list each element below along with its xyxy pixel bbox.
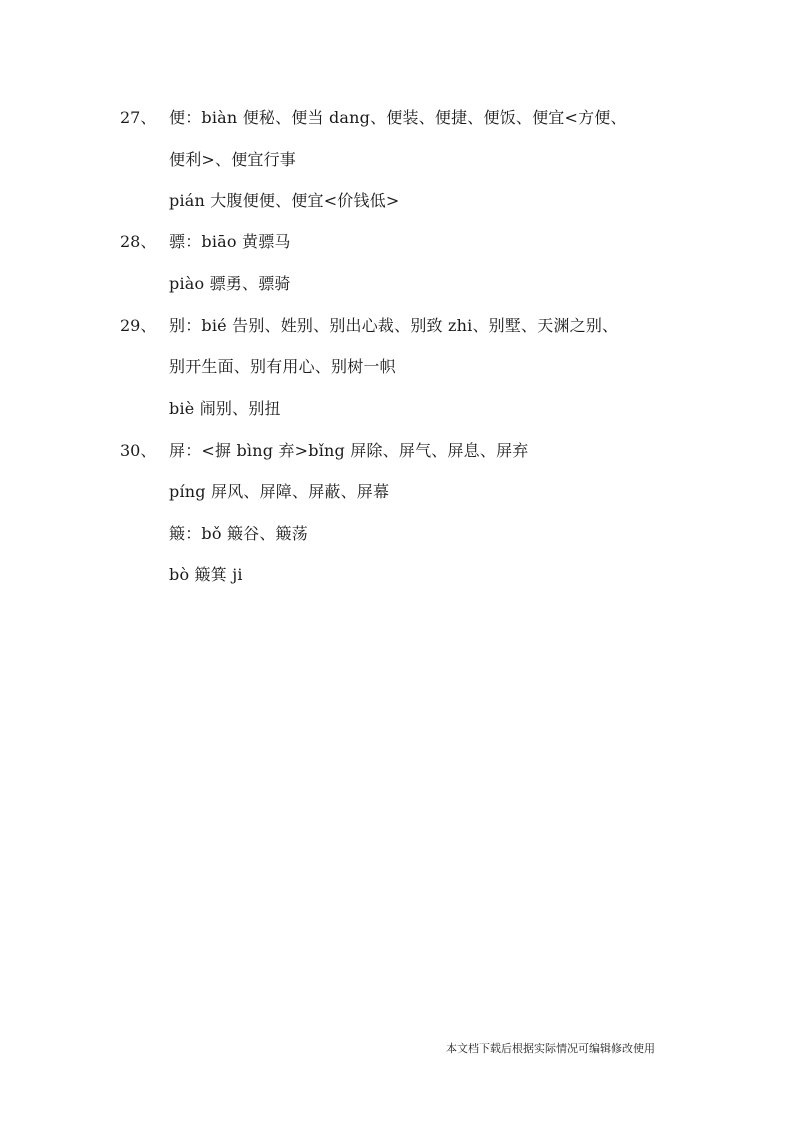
entry-27-line-2: 便利>、便宜行事 [169, 150, 297, 169]
entry-29-line-3: biè 闹别、别扭 [169, 399, 281, 418]
entry-28-line-2: piào 骠勇、骠骑 [169, 274, 291, 293]
entry-number-28: 28、 [120, 232, 157, 251]
entry-number-30: 30、 [120, 441, 157, 460]
entry-30-line-1: 屏：<摒 bìng 弃>bǐng 屏除、屏气、屏息、屏弃 [169, 441, 529, 460]
entry-29-line-2: 别开生面、别有用心、别树一帜 [169, 357, 396, 376]
entry-30-line-2: píng 屏风、屏障、屏蔽、屏幕 [169, 482, 390, 501]
entry-30-line-3: 簸：bǒ 簸谷、簸荡 [169, 524, 308, 543]
entry-29-line-1: 别：bié 告别、姓别、别出心裁、别致 zhi、别墅、天渊之别、 [169, 316, 619, 335]
entry-30-line-4: bò 簸箕 ji [169, 565, 243, 584]
entry-28-line-1: 骠：biāo 黄骠马 [169, 232, 291, 251]
entry-27-line-3: pián 大腹便便、便宜<价钱低> [169, 191, 400, 210]
page-footer-note: 本文档下载后根据实际情况可编辑修改使用 [446, 1042, 655, 1055]
entry-number-29: 29、 [120, 316, 157, 335]
entry-27-line-1: 便：biàn 便秘、便当 dang、便装、便捷、便饭、便宜<方便、 [169, 108, 627, 127]
entry-number-27: 27、 [120, 108, 157, 127]
